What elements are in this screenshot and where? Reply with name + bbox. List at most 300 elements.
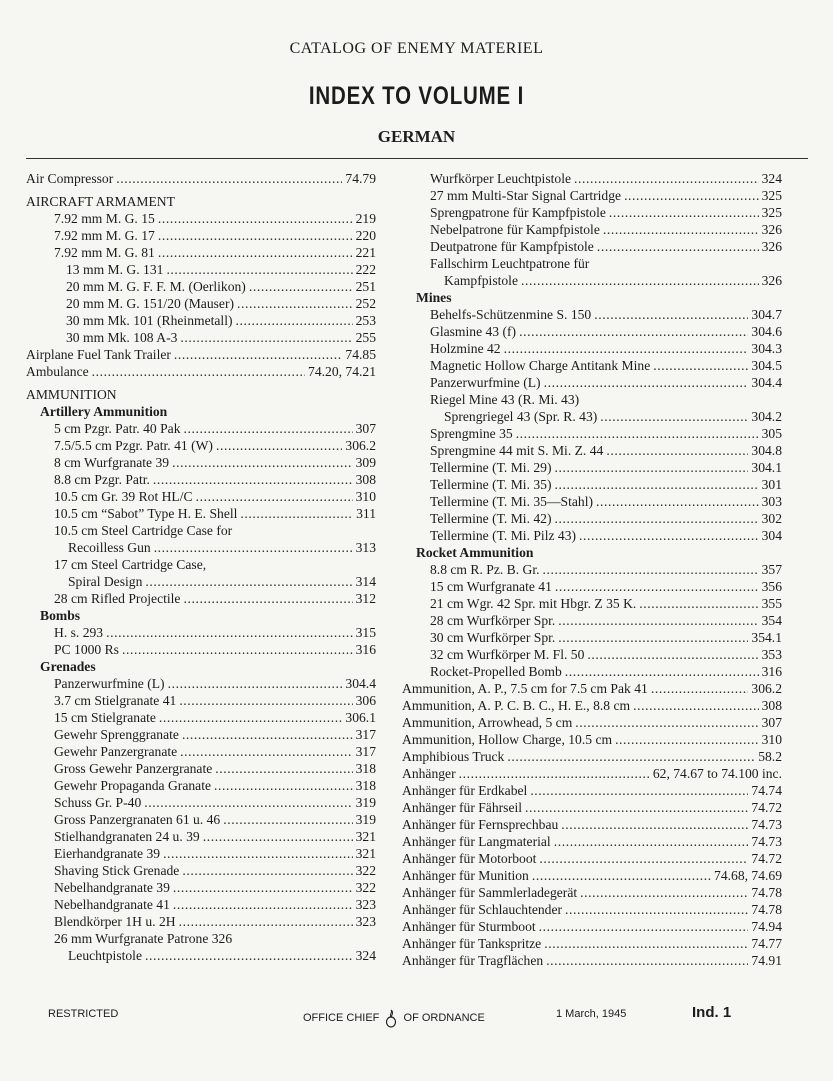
index-entry (402, 816, 782, 833)
entry-title: Gewehr Panzergranate (54, 744, 178, 759)
entry-title: Anhänger für Schlauchtender (402, 902, 563, 917)
dot-leader (166, 261, 352, 278)
index-entry (26, 471, 376, 488)
entry-page: 74.77 (751, 936, 782, 951)
entry-page: 307 (355, 421, 376, 436)
index-heading: Riegel Mine 43 (R. Mi. 43) (430, 392, 580, 407)
entry-title: Tellermine (T. Mi. 35) (430, 477, 552, 492)
entry-page: 74.85 (345, 347, 376, 362)
entry-title: Sprengmine 35 (430, 426, 513, 441)
entry-title: Anhänger für Motorboot (402, 851, 537, 866)
dot-leader (182, 726, 353, 743)
entry-title: Sprengpatrone für Kampfpistole (430, 205, 606, 220)
dot-leader (216, 437, 342, 454)
index-entry (402, 680, 782, 697)
index-entry (402, 221, 782, 238)
entry-page: 251 (355, 279, 376, 294)
entry-page: 316 (355, 642, 376, 657)
entry-page: 74.94 (751, 919, 782, 934)
index-entry (26, 862, 376, 879)
entry-page: 308 (355, 472, 376, 487)
entry-title: Stielhandgranaten 24 u. 39 (54, 829, 200, 844)
index-entry (26, 590, 376, 607)
entry-title: 28 cm Wurfkörper Spr. (430, 613, 556, 628)
index-entry (26, 573, 376, 590)
entry-title: 21 cm Wgr. 42 Spr. mit Hbgr. Z 35 K. (430, 596, 637, 611)
index-entry (26, 346, 376, 363)
entry-page: 323 (355, 897, 376, 912)
index-entry (402, 476, 782, 493)
header-rule (26, 158, 808, 159)
index-entry (402, 595, 782, 612)
entry-page: 310 (355, 489, 376, 504)
entry-page: 252 (355, 296, 376, 311)
index-heading: Rocket Ammunition (416, 545, 534, 560)
entry-page: 62, 74.67 to 74.100 inc. (652, 766, 782, 781)
dot-leader (653, 357, 748, 374)
dot-leader (651, 680, 749, 697)
index-entry (402, 306, 782, 323)
dot-leader (168, 675, 343, 692)
index-entry (402, 629, 782, 646)
dot-leader (603, 221, 759, 238)
index-entry (402, 578, 782, 595)
entry-title: Tellermine (T. Mi. 42) (430, 511, 552, 526)
entry-page: 325 (761, 205, 782, 220)
entry-page: 354.1 (751, 630, 782, 645)
entry-title: Anhänger für Fernsprechbau (402, 817, 559, 832)
entry-title: Anhänger für Sammlerladegerät (402, 885, 578, 900)
index-entry (402, 935, 782, 952)
index-entry (26, 896, 376, 913)
entry-page: 304.2 (751, 409, 782, 424)
index-heading: 10.5 cm Steel Cartridge Case for (54, 523, 233, 538)
entry-page: 322 (355, 863, 376, 878)
entry-title: Gross Panzergranaten 61 u. 46 (54, 812, 221, 827)
entry-page: 74.72 (751, 851, 782, 866)
dot-leader (459, 765, 650, 782)
index-entry (26, 505, 376, 522)
entry-page: 222 (355, 262, 376, 277)
dot-leader (504, 340, 749, 357)
dot-leader (544, 374, 749, 391)
entry-title: 13 mm M. G. 131 (66, 262, 164, 277)
dot-leader (180, 329, 352, 346)
entry-title: Ambulance (26, 364, 89, 379)
dot-leader (173, 879, 353, 896)
entry-title: Anhänger für Munition (402, 868, 529, 883)
index-entry (402, 799, 782, 816)
entry-title: Anhänger für Sturmboot (402, 919, 536, 934)
entry-page: 304.6 (751, 324, 782, 339)
entry-title: Sprengmine 44 mit S. Mi. Z. 44 (430, 443, 604, 458)
index-column-left (26, 170, 376, 964)
dot-leader (516, 425, 759, 442)
entry-page: 306 (355, 693, 376, 708)
index-entry (26, 244, 376, 261)
index-entry (402, 850, 782, 867)
entry-title: Schuss Gr. P-40 (54, 795, 142, 810)
entry-title: Anhänger für Langmaterial (402, 834, 551, 849)
index-entry (402, 884, 782, 901)
entry-title: 8.8 cm R. Pz. B. Gr. (430, 562, 540, 577)
entry-page: 74.68, 74.69 (714, 868, 782, 883)
entry-page: 304.4 (751, 375, 782, 390)
dot-leader (554, 476, 758, 493)
dot-leader (180, 743, 352, 760)
entry-title: 30 mm Mk. 101 (Rheinmetall) (66, 313, 233, 328)
index-entry (26, 760, 376, 777)
entry-title: Holzmine 42 (430, 341, 501, 356)
entry-title: Eierhandgranate 39 (54, 846, 161, 861)
index-entry (26, 227, 376, 244)
entry-title: 20 mm M. G. 151/20 (Mauser) (66, 296, 235, 311)
entry-title: Gewehr Sprenggranate (54, 727, 179, 742)
entry-page: 74.78 (751, 885, 782, 900)
entry-title: Ammunition, Arrowhead, 5 cm (402, 715, 573, 730)
index-entry (26, 295, 376, 312)
index-entry (402, 646, 782, 663)
entry-title: 7.92 mm M. G. 81 (54, 245, 155, 260)
index-entry (26, 692, 376, 709)
entry-title: Anhänger für Tankspritze (402, 936, 542, 951)
index-entry (26, 794, 376, 811)
entry-page: 304.7 (751, 307, 782, 322)
entry-page: 319 (355, 795, 376, 810)
index-entry (26, 709, 376, 726)
dot-leader (163, 845, 353, 862)
entry-page: 306.2 (751, 681, 782, 696)
entry-title: 7.92 mm M. G. 17 (54, 228, 155, 243)
entry-title: Ammunition, A. P. C. B. C., H. E., 8.8 cm (402, 698, 631, 713)
entry-title: 5 cm Pzgr. Patr. 40 Pak (54, 421, 181, 436)
entry-page: 326 (761, 273, 782, 288)
index-entry (26, 811, 376, 828)
entry-title: Wurfkörper Leuchtpistole (430, 171, 572, 186)
entry-title: Panzerwurfmine (L) (54, 676, 165, 691)
dot-leader (579, 527, 759, 544)
entry-title: PC 1000 Rs (54, 642, 119, 657)
index-entry (26, 363, 376, 380)
dot-leader (633, 697, 759, 714)
index-entry (26, 261, 376, 278)
index-entry (26, 437, 376, 454)
dot-leader (532, 867, 711, 884)
catalog-title: CATALOG OF ENEMY MATERIEL (289, 40, 544, 57)
entry-title: Gewehr Propaganda Granate (54, 778, 212, 793)
entry-page: 317 (355, 727, 376, 742)
entry-page: 74.78 (751, 902, 782, 917)
entry-title: 7.5/5.5 cm Pzgr. Patr. 41 (W) (54, 438, 213, 453)
entry-title: Blendkörper 1H u. 2H (54, 914, 176, 929)
index-entry (402, 901, 782, 918)
entry-page: 353 (761, 647, 782, 662)
index-column-right (402, 170, 782, 969)
dot-leader (521, 272, 759, 289)
dot-leader (594, 306, 748, 323)
dot-leader (546, 952, 748, 969)
index-entry (402, 782, 782, 799)
entry-page: 74.73 (751, 834, 782, 849)
entry-title: 15 cm Stielgranate (54, 710, 156, 725)
dot-leader (606, 442, 748, 459)
entry-page: 324 (355, 948, 376, 963)
index-entry (26, 777, 376, 794)
entry-title: Glasmine 43 (f) (430, 324, 517, 339)
dot-leader (158, 227, 353, 244)
dot-leader (106, 624, 353, 641)
dot-leader (179, 913, 353, 930)
entry-title: Anhänger für Tragflächen (402, 953, 544, 968)
index-entry (402, 663, 782, 680)
index-entry (402, 527, 782, 544)
dot-leader (184, 420, 353, 437)
index-entry (402, 238, 782, 255)
dot-leader (609, 204, 759, 221)
entry-page: 322 (355, 880, 376, 895)
index-entry (402, 170, 782, 187)
index-entry (402, 510, 782, 527)
index-entry (26, 488, 376, 505)
office-label (303, 1008, 485, 1028)
dot-leader (574, 170, 759, 187)
index-title: INDEX TO VOLUME I (308, 82, 525, 110)
index-heading: Mines (416, 290, 452, 305)
entry-title: Nebelpatrone für Kampfpistole (430, 222, 600, 237)
entry-page: 326 (761, 239, 782, 254)
entry-title: Rocket-Propelled Bomb (430, 664, 562, 679)
index-entry (402, 697, 782, 714)
entry-title: Spiral Design (68, 574, 143, 589)
dot-leader (596, 493, 759, 510)
dot-leader (182, 862, 352, 879)
index-entry (26, 641, 376, 658)
entry-title: Tellermine (T. Mi. 35—Stahl) (430, 494, 594, 509)
entry-page: 314 (355, 574, 376, 589)
date-label: 1 March, 1945 (556, 1008, 627, 1020)
entry-title: H. s. 293 (54, 625, 104, 640)
office-label-left: OFFICE CHIEF (303, 1011, 380, 1024)
entry-page: 58.2 (758, 749, 782, 764)
dot-leader (240, 505, 353, 522)
page-number: Ind. 1 (692, 1004, 732, 1021)
dot-leader (539, 850, 748, 867)
index-entry (402, 204, 782, 221)
dot-leader (565, 663, 759, 680)
index-heading: Fallschirm Leuchtpatrone für (430, 256, 590, 271)
index-heading: AMMUNITION (26, 387, 117, 402)
index-entry (26, 845, 376, 862)
entry-title: Panzerwurfmine (L) (430, 375, 541, 390)
dot-leader (543, 561, 759, 578)
index-entry (402, 408, 782, 425)
dot-leader (237, 295, 353, 312)
entry-page: 321 (355, 829, 376, 844)
entry-title: Amphibious Truck (402, 749, 505, 764)
dot-leader (554, 833, 749, 850)
index-entry (26, 312, 376, 329)
dot-leader (525, 799, 748, 816)
index-entry (402, 748, 782, 765)
entry-title: Ammunition, Hollow Charge, 10.5 cm (402, 732, 613, 747)
dot-leader (196, 488, 353, 505)
dot-leader (145, 573, 352, 590)
entry-page: 356 (761, 579, 782, 594)
entry-title: 7.92 mm M. G. 15 (54, 211, 155, 226)
entry-page: 304.4 (345, 676, 376, 691)
restricted-label: RESTRICTED (48, 1008, 119, 1020)
dot-leader (159, 709, 342, 726)
dot-leader (539, 918, 749, 935)
index-entry (26, 879, 376, 896)
entry-title: 30 mm Mk. 108 A-3 (66, 330, 178, 345)
index-entry (26, 828, 376, 845)
entry-page: 74.72 (751, 800, 782, 815)
dot-leader (144, 794, 352, 811)
entry-page: 310 (761, 732, 782, 747)
entry-page: 304.3 (751, 341, 782, 356)
office-label-right: OF ORDNANCE (403, 1011, 485, 1024)
dot-leader (530, 782, 748, 799)
index-entry (402, 714, 782, 731)
entry-page: 357 (761, 562, 782, 577)
index-entry (402, 459, 782, 476)
entry-title: Leuchtpistole (68, 948, 142, 963)
dot-leader (555, 578, 759, 595)
entry-page: 305 (761, 426, 782, 441)
entry-title: Nebelhandgranate 41 (54, 897, 170, 912)
entry-title: Tellermine (T. Mi. Pilz 43) (430, 528, 577, 543)
entry-title: Ammunition, A. P., 7.5 cm for 7.5 cm Pak 41 (402, 681, 648, 696)
entry-page: 326 (761, 222, 782, 237)
dot-leader (183, 590, 352, 607)
entry-page: 318 (355, 761, 376, 776)
dot-leader (154, 539, 353, 556)
index-entry (402, 425, 782, 442)
dot-leader (214, 777, 353, 794)
index-heading: Artillery Ammunition (40, 404, 168, 419)
index-entry (26, 675, 376, 692)
entry-title: 8.8 cm Pzgr. Patr. (54, 472, 150, 487)
index-entry (402, 357, 782, 374)
dot-leader (615, 731, 759, 748)
dot-leader (507, 748, 755, 765)
dot-leader (561, 816, 748, 833)
entry-page: 74.91 (751, 953, 782, 968)
entry-title: 10.5 cm Gr. 39 Rot HL/C (54, 489, 193, 504)
entry-title: Air Compressor (26, 171, 114, 186)
entry-title: 32 cm Wurfkörper M. Fl. 50 (430, 647, 585, 662)
dot-leader (215, 760, 352, 777)
dot-leader (116, 170, 342, 187)
dot-leader (158, 210, 353, 227)
dot-leader (554, 510, 758, 527)
index-entry (402, 765, 782, 782)
index-heading: Grenades (40, 659, 96, 674)
index-entry (26, 454, 376, 471)
entry-page: 315 (355, 625, 376, 640)
entry-page: 255 (355, 330, 376, 345)
entry-page: 74.73 (751, 817, 782, 832)
entry-page: 302 (761, 511, 782, 526)
entry-page: 307 (761, 715, 782, 730)
dot-leader (558, 629, 748, 646)
index-entry (26, 170, 376, 187)
index-entry (26, 947, 376, 964)
entry-title: Behelfs-Schützenmine S. 150 (430, 307, 592, 322)
entry-title: Anhänger für Erdkabel (402, 783, 528, 798)
entry-page: 324 (761, 171, 782, 186)
entry-title: Recoilless Gun (68, 540, 151, 555)
dot-leader (575, 714, 758, 731)
entry-page: 304.5 (751, 358, 782, 373)
dot-leader (249, 278, 353, 295)
dot-leader (145, 947, 353, 964)
entry-page: 219 (355, 211, 376, 226)
entry-title: Anhänger (402, 766, 456, 781)
entry-title: 28 cm Rifled Projectile (54, 591, 181, 606)
entry-title: 15 cm Wurfgranate 41 (430, 579, 552, 594)
entry-page: 355 (761, 596, 782, 611)
entry-page: 316 (761, 664, 782, 679)
entry-page: 304.1 (751, 460, 782, 475)
index-entry (402, 731, 782, 748)
index-entry (402, 918, 782, 935)
dot-leader (554, 459, 748, 476)
dot-leader (580, 884, 748, 901)
entry-title: Nebelhandgranate 39 (54, 880, 170, 895)
index-entry (26, 329, 376, 346)
index-entry (402, 561, 782, 578)
entry-title: Magnetic Hollow Charge Antitank Mine (430, 358, 651, 373)
index-entry (402, 187, 782, 204)
entry-title: 10.5 cm “Sabot” Type H. E. Shell (54, 506, 238, 521)
index-heading: AIRCRAFT ARMAMENT (26, 194, 175, 209)
entry-page: 74.79 (345, 171, 376, 186)
entry-title: Shaving Stick Grenade (54, 863, 180, 878)
entry-title: 8 cm Wurfgranate 39 (54, 455, 170, 470)
index-entry (26, 913, 376, 930)
entry-page: 253 (355, 313, 376, 328)
entry-page: 309 (355, 455, 376, 470)
index-entry (26, 210, 376, 227)
dot-leader (122, 641, 353, 658)
dot-leader (92, 363, 305, 380)
entry-title: Sprengriegel 43 (Spr. R. 43) (444, 409, 598, 424)
dot-leader (173, 896, 353, 913)
dot-leader (153, 471, 353, 488)
dot-leader (174, 346, 342, 363)
entry-page: 304.8 (751, 443, 782, 458)
entry-page: 74.20, 74.21 (308, 364, 376, 379)
index-entry (402, 493, 782, 510)
dot-leader (158, 244, 353, 261)
entry-page: 313 (355, 540, 376, 555)
index-heading: Bombs (40, 608, 81, 623)
index-entry (402, 952, 782, 969)
entry-title: Kampfpistole (444, 273, 518, 288)
entry-page: 306.1 (345, 710, 376, 725)
entry-page: 221 (355, 245, 376, 260)
entry-page: 317 (355, 744, 376, 759)
entry-page: 311 (356, 506, 376, 521)
index-entry (402, 612, 782, 629)
index-entry (402, 272, 782, 289)
dot-leader (172, 454, 353, 471)
dot-leader (236, 312, 353, 329)
index-entry (402, 442, 782, 459)
dot-leader (600, 408, 748, 425)
